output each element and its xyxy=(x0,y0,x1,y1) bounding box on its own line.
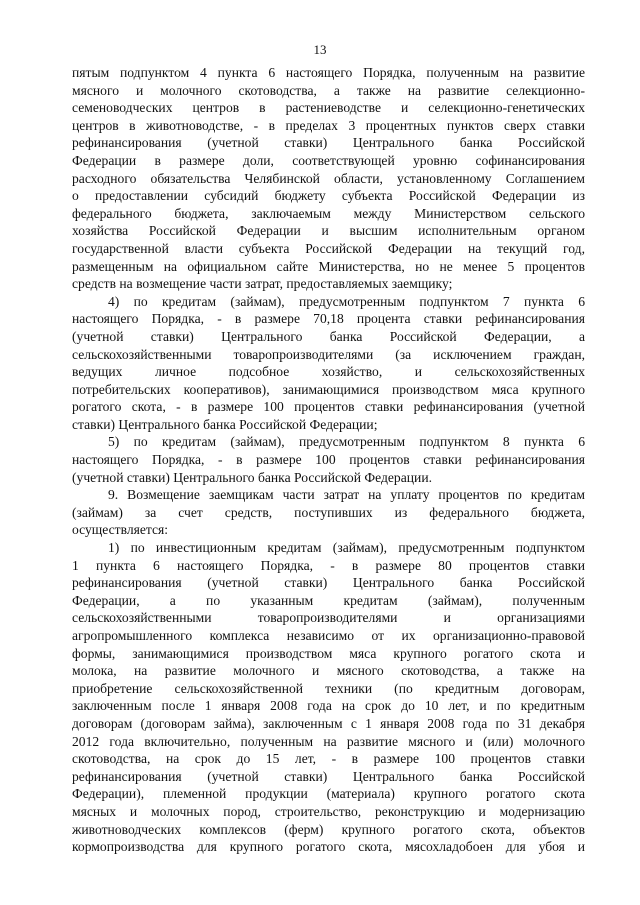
text-line: агропромышленного комплекса независимо от их организационно-правовой xyxy=(72,628,585,643)
text-line: (учетной ставки) Центрального банка Российской Федерации. xyxy=(72,469,432,485)
text-line: федерального бюджета, заключаемым между Министерством сельского xyxy=(72,205,585,221)
text-line: (займам) за счет средств, поступивших из федерального бюджета, xyxy=(72,504,585,520)
text-line: 5) по кредитам (займам), предусмотренным подпунктом 8 пункта 6 xyxy=(108,434,585,450)
text-line: рефинансирования (учетной ставки) Центрального банка Российской xyxy=(72,768,585,784)
text-line: сельскохозяйственными товаропроизводителями (за исключением граждан, xyxy=(72,346,585,362)
text-line: размещенным на официальном сайте Министерства, но не менее 5 процентов xyxy=(72,258,585,274)
text-line: рефинансирования (учетной ставки) Центрального банка Российской xyxy=(72,575,585,591)
text-line: мясного и молочного скотоводства, а также на развитие селекционно- xyxy=(72,82,585,98)
paragraph xyxy=(72,64,585,293)
paragraph xyxy=(72,293,585,434)
text-line: расходного обязательства Челябинской области, установленному Соглашением xyxy=(72,170,585,186)
paragraph xyxy=(72,486,585,539)
text-line: молока, на развитие молочного и мясного скотоводства, а также на xyxy=(72,663,585,679)
text-line: Федерации, а по указанным кредитам (займам), полученным xyxy=(72,592,585,608)
text-line: животноводческих комплексов (ферм) крупного рогатого скота, объектов xyxy=(72,821,585,837)
text-line: потребительских кооперативов), занимающимися производством мяса крупного xyxy=(72,381,585,397)
text-line: 4) по кредитам (займам), предусмотренным подпунктом 7 пункта 6 xyxy=(108,293,585,309)
text-line: формы, занимающимися производством мяса крупного рогатого скота и xyxy=(72,645,585,661)
text-line: Федерации), племенной продукции (материала) крупного рогатого скота xyxy=(72,786,585,802)
text-line: 9. Возмещение заемщикам части затрат на уплату процентов по кредитам xyxy=(108,487,585,503)
paragraph xyxy=(72,433,585,486)
text-line: осуществляется: xyxy=(72,522,169,538)
text-line: о предоставлении субсидий бюджету субъекта Российской Федерации из xyxy=(72,188,585,204)
text-line: рогатого скота, - в размере 100 процентов ставки рефинансирования (учетной xyxy=(72,399,585,415)
text-line: скотоводства, на срок до 15 лет, - в размере 100 процентов ставки xyxy=(72,751,585,767)
text-line: Федерации в размере доли, соответствующей уровню софинансирования xyxy=(72,152,585,168)
paragraph xyxy=(72,539,585,856)
text-line: ведущих личное подсобное хозяйство, и сельскохозяйственных xyxy=(72,364,585,380)
text-line: настоящего Порядка, - в размере 100 процентов ставки рефинансирования xyxy=(72,452,585,468)
text-line: ставки) Центрального банка Российской Федерации; xyxy=(72,416,378,432)
text-line: 1) по инвестиционным кредитам (займам), предусмотренным подпунктом xyxy=(108,540,585,556)
text-line: семеноводческих центров в растениеводстве и селекционно-генетических xyxy=(72,100,585,116)
text-line: центров в животноводстве, - в пределах 3 процентных пунктов сверх ставки xyxy=(72,117,585,133)
text-line: 2012 года включительно, полученным на развитие мясного и (или) молочного xyxy=(72,733,585,749)
text-line: заключенным после 1 января 2008 года на срок до 10 лет, и по кредитным xyxy=(72,698,585,714)
text-line: средств на возмещение части затрат, предоставляемых заемщику; xyxy=(72,276,453,292)
text-line: договорам (договорам займа), заключенным с 1 января 2008 года по 31 декабря xyxy=(72,715,585,731)
text-line: приобретение сельскохозяйственной техники (по кредитным договорам, xyxy=(72,680,585,696)
text-line: хозяйства Российской Федерации и высшим исполнительным органом xyxy=(72,223,585,239)
document-body xyxy=(72,64,585,856)
text-line: сельскохозяйственными товаропроизводителями и организациями xyxy=(72,610,585,626)
text-line: мясных и молочных пород, строительство, реконструкцию и модернизацию xyxy=(72,803,585,819)
page-number: 13 xyxy=(313,42,327,57)
text-line: (учетной ставки) Центрального банка Российской Федерации, а xyxy=(72,328,585,344)
text-line: рефинансирования (учетной ставки) Центрального банка Российской xyxy=(72,135,585,151)
text-line: пятым подпунктом 4 пункта 6 настоящего Порядка, полученным на развитие xyxy=(72,65,585,80)
text-line: кормопроизводства для крупного рогатого скота, мясохладобоен для убоя и xyxy=(72,839,585,855)
text-line: настоящего Порядка, - в размере 70,18 процента ставки рефинансирования xyxy=(72,311,585,327)
text-line: 1 пункта 6 настоящего Порядка, - в размере 80 процентов ставки xyxy=(72,557,585,573)
text-line: государственной власти субъекта Российской Федерации на текущий год, xyxy=(72,240,585,256)
